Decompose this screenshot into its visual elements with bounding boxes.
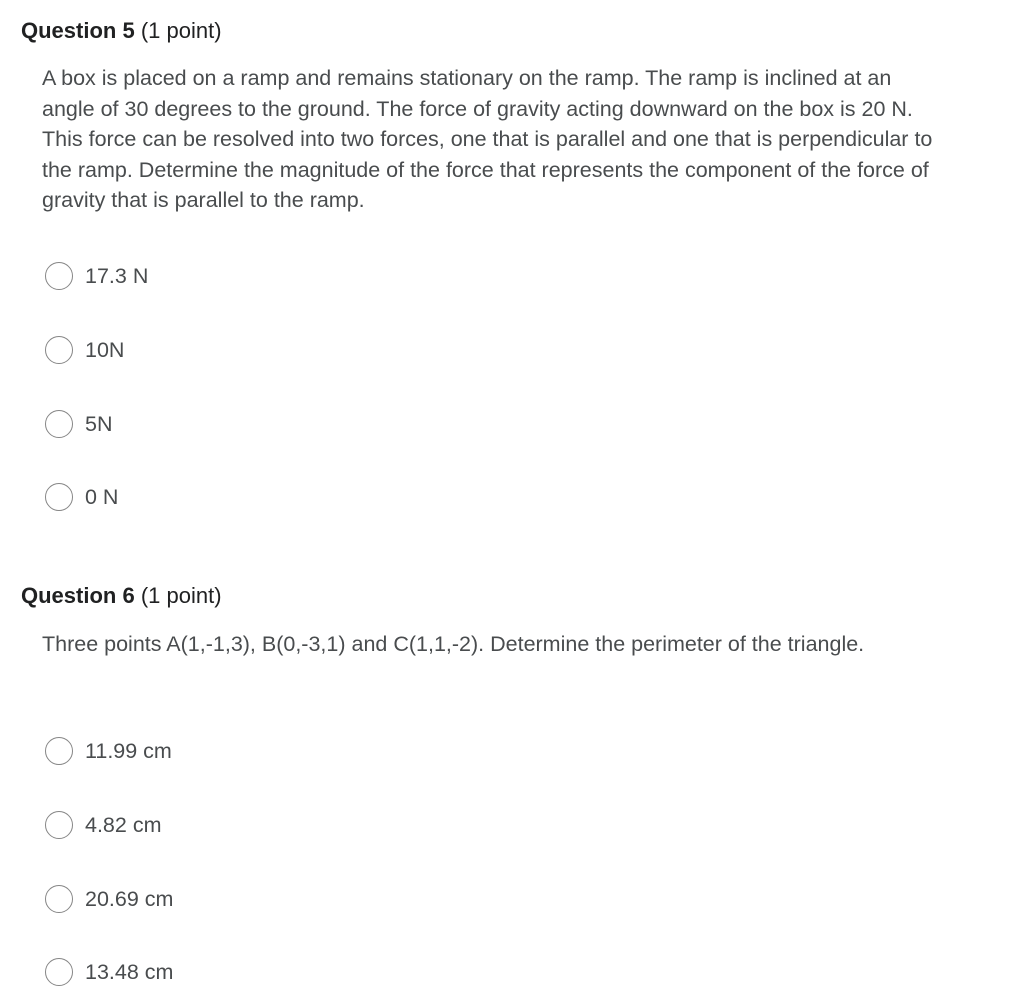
question-6-header xyxy=(21,581,222,611)
question-title: Question 5 xyxy=(21,18,135,43)
radio-button[interactable] xyxy=(45,811,73,839)
option-label: 5N xyxy=(85,412,113,436)
question-6-option-2[interactable] xyxy=(45,810,161,840)
question-5-option-3[interactable] xyxy=(45,409,112,439)
radio-button[interactable] xyxy=(45,336,73,364)
radio-button[interactable] xyxy=(45,958,73,986)
option-label: 13.48 cm xyxy=(85,960,174,984)
option-label: 17.3 N xyxy=(85,264,149,288)
question-points: (1 point) xyxy=(140,18,222,43)
question-title: Question 6 xyxy=(21,583,135,608)
radio-button[interactable] xyxy=(45,885,73,913)
option-label: 10N xyxy=(85,338,125,362)
question-6-option-1[interactable] xyxy=(45,736,172,766)
option-label: 20.69 cm xyxy=(85,887,174,911)
question-5-option-2[interactable] xyxy=(45,335,124,365)
radio-button[interactable] xyxy=(45,737,73,765)
question-5-option-1[interactable] xyxy=(45,261,148,291)
question-5-text: A box is placed on a ramp and remains stationary on the ramp. The ramp is inclined at an angle of 30 degrees to the ground. The force of gravity acting downward on the box is 20 N. This force can be resolved into two forces, one that is parallel and one that is perpendicular to the ramp. Determine the magnitude of the force that represents the component of the force of gravity that is parallel to the ramp. xyxy=(42,66,933,212)
radio-button[interactable] xyxy=(45,262,73,290)
question-6-option-3[interactable] xyxy=(45,884,173,914)
option-label: 0 N xyxy=(85,485,119,509)
question-6-text: Three points A(1,-1,3), B(0,-3,1) and C(1,1,-2). Determine the perimeter of the triangle. xyxy=(42,632,865,656)
question-points: (1 point) xyxy=(140,583,222,608)
option-label: 4.82 cm xyxy=(85,813,162,837)
question-6-option-4[interactable] xyxy=(45,957,173,987)
question-5-header xyxy=(21,16,222,46)
question-5-option-4[interactable] xyxy=(45,482,118,512)
radio-button[interactable] xyxy=(45,483,73,511)
option-label: 11.99 cm xyxy=(85,739,172,763)
radio-button[interactable] xyxy=(45,410,73,438)
